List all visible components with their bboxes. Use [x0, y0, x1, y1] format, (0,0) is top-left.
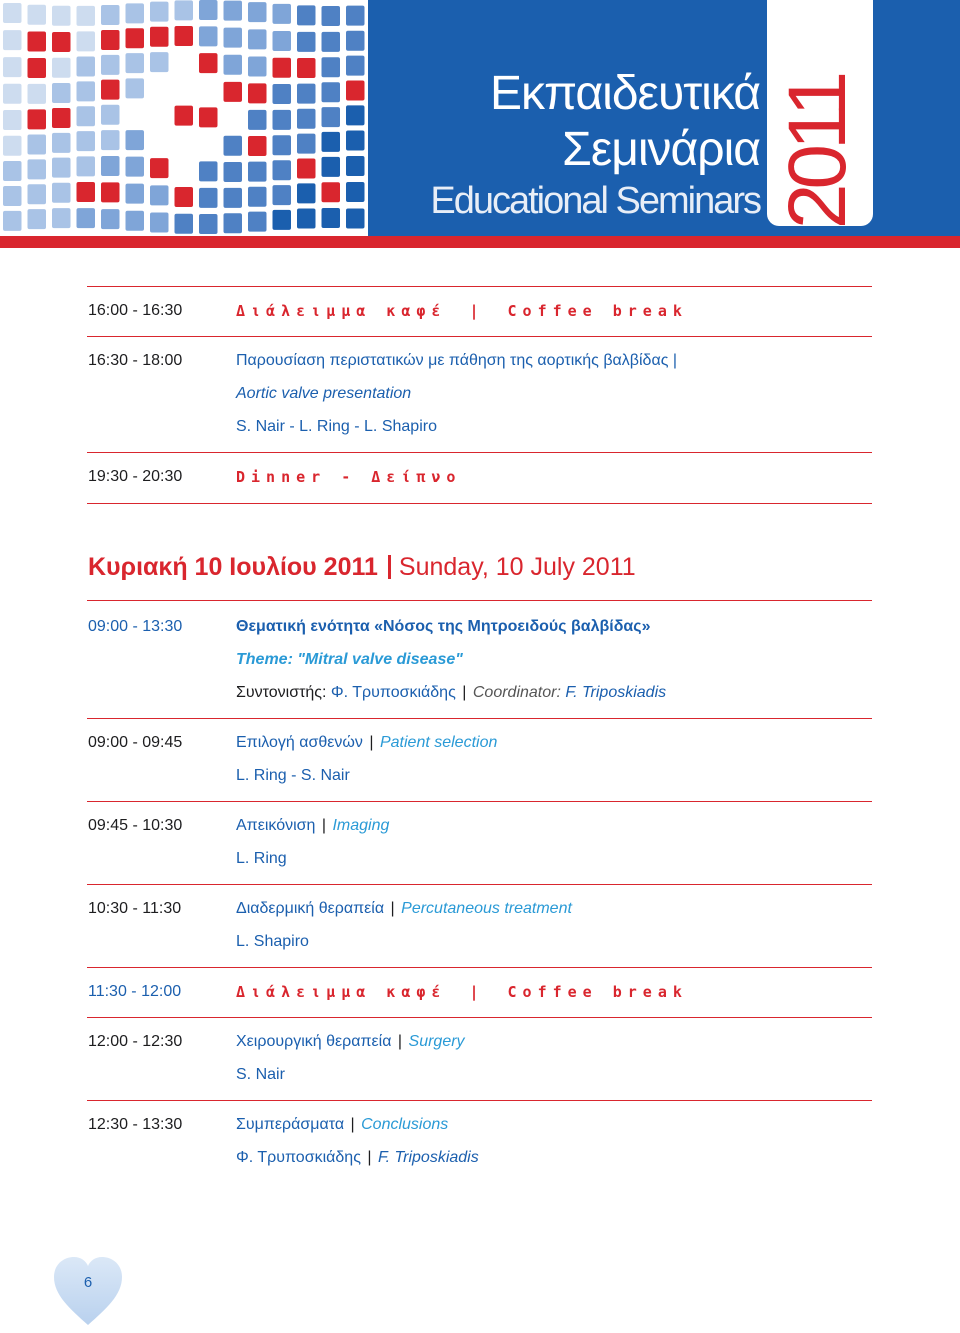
mosaic-tile: [77, 182, 96, 202]
mosaic-tile: [101, 209, 120, 229]
separator: |: [364, 734, 378, 751]
mosaic-tile: [248, 187, 267, 207]
time-slot: 12:30 - 13:30: [88, 1116, 183, 1133]
mosaic-tile: [199, 53, 218, 73]
mosaic-tile: [297, 32, 316, 52]
mosaic-tile: [77, 57, 96, 77]
coffee-break-english: Coffee break: [507, 983, 688, 1001]
talk-title: [236, 817, 389, 835]
mosaic-tile: [77, 31, 96, 51]
mosaic-tile: [126, 3, 145, 23]
talk-title-greek: Χειρουργική θεραπεία: [236, 1033, 392, 1050]
mosaic-tile: [322, 132, 341, 152]
time-slot: 09:00 - 13:30: [88, 618, 183, 635]
session-theme-greek: Θεματική ενότητα «Νόσος της Μητροειδούς βαλβίδας»: [236, 618, 651, 635]
mosaic-tile: [126, 211, 145, 231]
divider: [87, 452, 872, 453]
mosaic-tile: [224, 213, 243, 233]
mosaic-tile: [346, 31, 365, 51]
mosaic-tile: [322, 182, 341, 202]
time-slot: 16:00 - 16:30: [88, 302, 183, 319]
mosaic-tile: [322, 208, 341, 228]
mosaic-tile: [28, 159, 47, 179]
mosaic-tile: [101, 80, 120, 100]
mosaic-tile: [248, 110, 267, 130]
mosaic-tile: [28, 135, 47, 155]
mosaic-tile: [3, 136, 22, 156]
talk-speakers: S. Nair: [236, 1066, 285, 1083]
day-heading: [88, 553, 636, 582]
mosaic-tile: [273, 160, 292, 180]
mosaic-tile: [297, 84, 316, 104]
mosaic-tile: [101, 5, 120, 25]
mosaic-tile: [52, 133, 71, 153]
mosaic-tile: [224, 136, 243, 156]
mosaic-tile: [52, 158, 71, 178]
talk-title: [236, 734, 497, 752]
mosaic-tile: [3, 3, 22, 23]
talk-title-greek: Διαδερμική θεραπεία: [236, 900, 385, 917]
mosaic-tile: [3, 186, 22, 206]
mosaic-tile: [175, 214, 194, 234]
mosaic-tile: [273, 31, 292, 51]
mosaic-tile: [175, 160, 194, 180]
session-coordinator: [236, 684, 666, 702]
mosaic-tile: [101, 130, 120, 150]
mosaic-tile: [224, 55, 243, 75]
mosaic-tile: [126, 28, 145, 48]
mosaic-tile: [175, 106, 194, 126]
mosaic-tile: [150, 27, 169, 47]
divider: [87, 1100, 872, 1101]
mosaic-tile: [52, 83, 71, 103]
mosaic-tile: [126, 53, 145, 73]
mosaic-tile: [52, 108, 71, 128]
coordinator-label-greek: Συντονιστής:: [236, 684, 327, 701]
mosaic-tile: [175, 52, 194, 72]
talk-title-greek: Απεικόνιση: [236, 817, 316, 834]
separator: |: [346, 1116, 360, 1133]
divider: [87, 801, 872, 802]
mosaic-tile: [297, 183, 316, 203]
coffee-break-greek: Διάλειμμα καφέ: [236, 302, 447, 320]
talk-title: [236, 900, 572, 918]
mosaic-tile: [224, 109, 243, 129]
day-heading-english: Sunday, 10 July 2011: [398, 553, 636, 581]
mosaic-tile: [346, 6, 365, 26]
divider: [87, 1017, 872, 1018]
mosaic-tile: [248, 83, 267, 103]
coffee-break-row: [236, 983, 688, 1001]
mosaic-tile: [297, 134, 316, 154]
mosaic-tile: [101, 156, 120, 176]
mosaic-tile: [150, 104, 169, 124]
mosaic-tile: [175, 0, 194, 20]
mosaic-tile: [77, 106, 96, 126]
mosaic-tile: [199, 107, 218, 127]
page-number: 6: [83, 1274, 93, 1291]
mosaic-tile: [77, 6, 96, 26]
coordinator-name-english: F. Triposkiadis: [565, 684, 667, 701]
mosaic-tile: [273, 210, 292, 230]
separator: |: [386, 900, 400, 917]
session-theme-english: Theme: "Mitral valve disease": [236, 651, 463, 668]
mosaic-tile: [126, 104, 145, 124]
mosaic-tile: [273, 110, 292, 130]
mosaic-tile: [346, 209, 365, 229]
divider: [87, 884, 872, 885]
mosaic-tile: [346, 56, 365, 76]
mosaic-tile: [297, 158, 316, 178]
divider: [87, 967, 872, 968]
mosaic-tile: [150, 2, 169, 22]
mosaic-tile: [28, 32, 47, 52]
header-title-greek-line1: Εκπαιδευτικά: [489, 67, 760, 120]
mosaic-tile: [322, 57, 341, 77]
mosaic-tile: [248, 162, 267, 182]
day-heading-bar: [388, 555, 391, 579]
session-title-greek: Παρουσίαση περιστατικών με πάθηση της αορτικής βαλβίδας |: [236, 352, 677, 369]
talk-title: [236, 1033, 465, 1051]
mosaic-tile: [346, 131, 365, 151]
mosaic-tile: [126, 78, 145, 98]
mosaic-tile: [28, 5, 47, 25]
mosaic-tile: [52, 32, 71, 52]
mosaic-tile: [273, 4, 292, 24]
mosaic-tile: [248, 56, 267, 76]
mosaic-tile: [248, 212, 267, 232]
day-heading-greek: Κυριακή 10 Ιουλίου 2011: [88, 553, 378, 581]
speaker-english: F. Triposkiadis: [377, 1149, 479, 1166]
mosaic-tile: [3, 161, 22, 181]
separator: |: [317, 817, 331, 834]
coordinator-label-english: Coordinator:: [472, 684, 561, 701]
mosaic-tile: [28, 84, 47, 104]
mosaic-tile: [273, 58, 292, 78]
mosaic-tile: [175, 133, 194, 153]
mosaic-tile: [248, 2, 267, 22]
speaker-greek: Φ. Τρυποσκιάδης: [236, 1149, 361, 1166]
mosaic-tile: [101, 182, 120, 202]
mosaic-tile: [101, 30, 120, 50]
session-title-english: Aortic valve presentation: [236, 385, 412, 402]
divider: [87, 503, 872, 504]
header-mosaic-graphic: [0, 0, 368, 236]
coordinator-name-greek: Φ. Τρυποσκιάδης: [330, 684, 456, 701]
mosaic-tile: [322, 157, 341, 177]
divider: [87, 718, 872, 719]
mosaic-tile: [52, 183, 71, 203]
mosaic-tile: [199, 188, 218, 208]
mosaic-tile: [126, 184, 145, 204]
mosaic-svg: [0, 0, 368, 236]
mosaic-tile: [175, 187, 194, 207]
time-slot: 16:30 - 18:00: [88, 352, 183, 369]
mosaic-tile: [150, 78, 169, 98]
talk-speakers: [236, 1149, 479, 1167]
mosaic-tile: [199, 26, 218, 46]
mosaic-tile: [322, 6, 341, 26]
talk-title: [236, 1116, 448, 1134]
mosaic-tile: [322, 107, 341, 127]
talk-speakers: L. Ring - S. Nair: [236, 767, 350, 784]
mosaic-tile: [150, 185, 169, 205]
mosaic-tile: [3, 30, 22, 50]
mosaic-tile: [77, 156, 96, 176]
time-slot: 11:30 - 12:00: [88, 983, 182, 1000]
mosaic-tile: [175, 26, 194, 46]
talk-speakers: L. Ring: [236, 850, 287, 867]
mosaic-tile: [346, 182, 365, 202]
coffee-break-greek: Διάλειμμα καφέ: [236, 983, 447, 1001]
mosaic-tile: [28, 58, 47, 78]
talk-title-english: Patient selection: [379, 734, 498, 751]
mosaic-tile: [3, 57, 22, 77]
mosaic-tile: [297, 5, 316, 25]
mosaic-tile: [322, 32, 341, 52]
talk-title-english: Conclusions: [361, 1116, 449, 1133]
dinner-row: Dinner - Δείπνο: [236, 468, 462, 486]
mosaic-tile: [199, 214, 218, 234]
coffee-break-english: Coffee break: [507, 302, 688, 320]
mosaic-tile: [199, 80, 218, 100]
talk-title-english: Percutaneous treatment: [401, 900, 572, 917]
mosaic-tile: [346, 156, 365, 176]
mosaic-tile: [273, 185, 292, 205]
time-slot: 10:30 - 11:30: [88, 900, 182, 917]
time-slot: 09:00 - 09:45: [88, 734, 183, 751]
mosaic-tile: [248, 136, 267, 156]
mosaic-tile: [224, 28, 243, 48]
mosaic-tile: [346, 105, 365, 125]
divider: [87, 600, 872, 601]
mosaic-tile: [101, 55, 120, 75]
mosaic-tile: [150, 52, 169, 72]
mosaic-tile: [126, 157, 145, 177]
mosaic-tile: [224, 162, 243, 182]
mosaic-tile: [150, 212, 169, 232]
mosaic-tile: [297, 58, 316, 78]
mosaic-tile: [28, 109, 47, 129]
coffee-break-row: [236, 302, 688, 320]
mosaic-tile: [77, 81, 96, 101]
mosaic-tile: [3, 84, 22, 104]
mosaic-tile: [101, 105, 120, 125]
header-title-english: Educational Seminars: [430, 180, 760, 222]
mosaic-tile: [199, 0, 218, 20]
session-speakers: S. Nair - L. Ring - L. Shapiro: [236, 418, 437, 435]
mosaic-tile: [3, 211, 22, 231]
mosaic-tile: [150, 158, 169, 178]
mosaic-tile: [52, 208, 71, 228]
mosaic-tile: [297, 109, 316, 129]
time-slot: 12:00 - 12:30: [88, 1033, 183, 1050]
mosaic-tile: [28, 184, 47, 204]
mosaic-tile: [52, 58, 71, 78]
time-slot: 09:45 - 10:30: [88, 817, 183, 834]
mosaic-tile: [175, 79, 194, 99]
mosaic-tile: [77, 208, 96, 228]
mosaic-tile: [150, 131, 169, 151]
mosaic-tile: [297, 209, 316, 229]
mosaic-tile: [322, 82, 341, 102]
mosaic-tile: [224, 82, 243, 102]
divider: [87, 286, 872, 287]
talk-title-greek: Συμπεράσματα: [236, 1116, 345, 1133]
mosaic-tile: [346, 80, 365, 100]
separator: |: [362, 1149, 376, 1166]
mosaic-tile: [199, 161, 218, 181]
mosaic-tile: [126, 130, 145, 150]
coffee-break-separator: |: [469, 302, 485, 320]
header-year: 2011: [772, 76, 863, 230]
divider: [87, 336, 872, 337]
page-header: [0, 0, 960, 250]
mosaic-tile: [199, 134, 218, 154]
mosaic-tile: [3, 110, 22, 130]
header-red-strip: [0, 236, 960, 248]
mosaic-tile: [52, 6, 71, 26]
mosaic-tile: [248, 29, 267, 49]
mosaic-tile: [273, 135, 292, 155]
talk-speakers: L. Shapiro: [236, 933, 309, 950]
talk-title-english: Surgery: [408, 1033, 465, 1050]
mosaic-tile: [77, 131, 96, 151]
page-heart-icon: [50, 1253, 126, 1329]
header-title-greek-line2: Σεμινάρια: [562, 123, 760, 176]
talk-title-greek: Επιλογή ασθενών: [236, 734, 363, 751]
talk-title-english: Imaging: [332, 817, 390, 834]
time-slot: 19:30 - 20:30: [88, 468, 183, 485]
coffee-break-separator: |: [469, 983, 485, 1001]
mosaic-tile: [28, 209, 47, 229]
mosaic-tile: [273, 84, 292, 104]
separator: |: [393, 1033, 407, 1050]
mosaic-tile: [224, 1, 243, 21]
mosaic-tile: [224, 188, 243, 208]
separator: |: [462, 684, 467, 701]
